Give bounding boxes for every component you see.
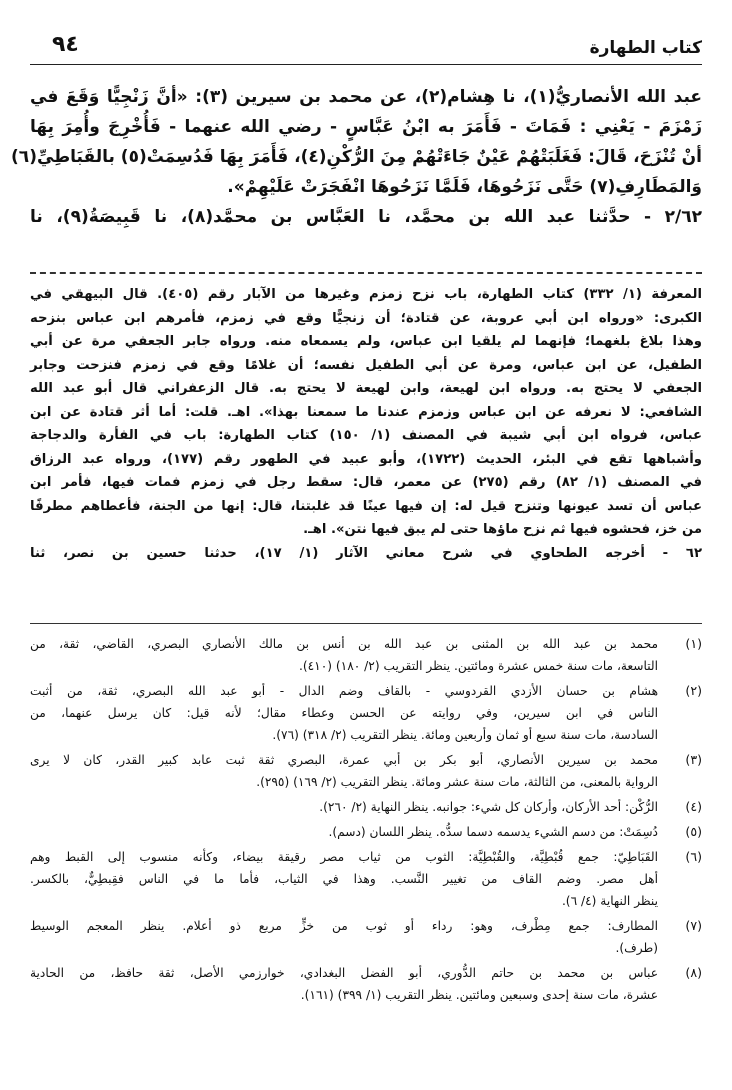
footnote-line: عشرة، مات سنة إحدى وسبعين ومائتين. ينظر التقريب (١/ ٣٩٩) (١٦١). [300,988,658,1002]
footnote-number: (٥) [685,824,702,839]
book-title: كتاب الطهارة [589,38,702,58]
footnote-line: هشام بن حسان الأزدي القردوسي - بالقاف وضم الدال - أبو عبد الله البصري، ثقة، من أثبت [30,684,658,698]
footnote-line: الرواية بالمعنى، من الثالثة، مات سنة عشر ومائة. ينظر التقريب (٢/ ١٦٩) (٢٩٥). [256,775,658,789]
footnote-line: عباس بن محمد بن حاتم الدُّوري، أبو الفضل البغدادي، خوارزمي الأصل، ثقة حافظ، من الحادية [30,966,658,980]
footnote-number: (٨) [685,965,702,980]
footnote-number: (١) [685,636,702,651]
footnote-rule [30,623,702,624]
footnote-number: (٤) [685,799,702,814]
running-header [30,30,702,64]
footnote-5 [30,821,702,843]
footnote-line: دُسِمَتْ: من دسم الشيء يدسمه دسما سدُّه. ينظر اللسان (دسم). [328,825,658,839]
commentary-line: عباس أن تسد عيونها وتنزح قيل له: إن فيها عينًا قد غلبتنا، قال: إنها من الجنة، فأعطاهم مطرفًا [30,498,702,514]
main-text-line: ٢/٦٢ - حدَّثنا عبد الله بن محمَّد، نا العَبَّاس بن محمَّد(٨)، نا قَبِيصَةُ(٩)، نا [30,207,702,227]
footnote-line: الرُّكْن: أحد الأركان، وأركان كل شيء: جوانبه. ينظر النهاية (٢/ ٢٦٠). [319,800,658,814]
commentary-line: المعرفة (١/ ٣٣٢) كتاب الطهارة، باب نزح زمزم وغيرها من الآبار رقم (٤٠٥). قال البيهقي في [30,287,702,302]
main-text-line: زَمْزَمَ - يَعْنِي : فَمَاتَ - فَأَمَرَ به ابْنُ عَبَّاسٍ - رضي الله عنهما - فَأُخْرِجَ وأُمِرَ بِهَا [30,117,702,137]
commentary-line: الطفيل، عن ابن عباس، ومرة عن أبي الطفيل نفسه؛ أن غلامًا وقع في زمزم فنزحت وجابر [30,357,702,373]
commentary-line: عباس، فرواه ابن أبي شيبة في المصنف (١/ ١٥٠) كتاب الطهارة: باب في الفأرة والدجاجة [30,428,702,443]
footnote-line: محمد بن سيرين الأنصاري، أبو بكر بن أبي عمرة، البصري ثقة ثبت عابد كبير القدر، كان لا يرى [30,753,658,767]
footnotes [30,630,702,1006]
commentary-line: الشافعي: لا نعرفه عن ابن عباس وزمزم عندنا ما سمعنا بهذا». اهـ. قلت: أما أثر قتادة عن ابن [30,404,702,420]
main-text [11,82,703,232]
commentary-line: ٦٢ - أخرجه الطحاوي في شرح معاني الآثار (١/ ١٧)، حدثنا حسين بن نصر، ثنا [30,545,702,561]
commentary-line: وهذا بلاغ بلغهما؛ فإنهما لم يلقيا ابن عباس، ولم يسمعاه منه. ورواه جابر الجعفي مرة عن أبي [30,334,702,349]
footnote-line: الناس في ابن سيرين، وفي روايته عن الحسن وعطاء مقال؛ لأنه قيل: كان يرسل عنهما، من [30,706,658,720]
main-text-line: عبد الله الأنصاريُّ(١)، نا هِشام(٢)، عن محمد بن سيرين (٣): «أنَّ زَنْجِيًّا وَقَعَ في [30,87,703,107]
footnote-number: (٣) [685,752,702,767]
commentary-line: الجعفي لا يحتج به. ورواه ابن لهيعة، وابن لهيعة لا يحتج به. قال الزعفراني قال أبو عبد الله [30,381,702,396]
commentary-line: من خز، فحشوه فيها ثم نزح ماؤها حتى لم يبق فيها نتن». اهـ. [303,522,702,537]
commentary-line: في المصنف (١/ ٨٢) رقم (٢٧٥) عن معمر، قال: سقط رجل في زمزم فمات فيها، فأمر ابن [30,475,702,490]
page-number: ٩٤ [52,32,79,57]
dashed-separator [30,272,702,274]
footnote-4 [30,796,702,818]
commentary-text [30,283,702,565]
footnote-6 [30,846,702,912]
footnote-number: (٦) [685,849,702,864]
main-text-line: وَالمَطَارِفِ(٧) حَتَّى نَزَحُوهَا، فَلَمَّا نَزَحُوهَا انْفَجَرَتْ عَلَيْهِمْ». [227,177,702,197]
footnote-line: السادسة، مات سنة سبع أو ثمان وأربعين ومائة. ينظر التقريب (٢/ ٣١٨) (٧٦). [272,728,658,742]
footnote-1 [30,633,702,677]
footnote-line: أهل مصر. وضم القاف من تغيير النَّسب. وهذا في الثياب، فأما ما في الناس فقِبطِيٌّ، بالكسر. [30,872,658,886]
footnote-line: ينظر النهاية (٤/ ٦). [561,894,658,908]
commentary-line: الكبرى: «ورواه ابن أبي عروبة، عن قتادة؛ أن زنجيًّا وقع في زمزم، فأمرهم ابن عباس بنزحه [30,310,702,326]
header-rule [30,64,702,65]
footnote-line: التاسعة، مات سنة خمس عشرة ومائتين. ينظر التقريب (٢/ ١٨٠) (٤١٠). [299,659,658,673]
footnote-line: المطارف: جمع مِطْرف، وهو: رداء أو ثوب من خزٍّ مربع ذو أعلام. ينظر المعجم الوسيط [30,919,658,933]
footnote-2 [30,680,702,746]
footnote-7 [30,915,702,959]
footnote-3 [30,749,702,793]
footnote-line: محمد بن عبد الله بن المثنى بن عبد الله بن أنس بن مالك الأنصاري البصري، القاضي، ثقة، من [30,637,658,651]
footnote-line: القَبَاطِيّ: جمع قُبْطِيَّة، والقُبْطِيَّة: الثوب من ثياب مصر رقيقة بيضاء، وكأنه منسوب إلى القبط وهم [30,850,658,864]
footnote-number: (٢) [685,683,702,698]
commentary-line: وأشباهها تقع في البئر، الحديث (١٧٢٢)، وأبو عبيد في الطهور رقم (١٧٧)، ورواه عبد الرزاق [30,451,702,467]
footnote-number: (٧) [685,918,702,933]
footnote-8 [30,962,702,1006]
footnote-line: (طرف). [615,941,658,955]
main-text-line: أنْ تُنْزَحَ، قَالَ: فَغَلَبَتْهُمْ عَيْنٌ جَاءَتْهُمْ مِنَ الرُّكْنِ(٤)، فَأَمَرَ بِهَا فَدُسِمَتْ(٥) بالقَبَاطِيِّ(٦) [11,147,702,167]
